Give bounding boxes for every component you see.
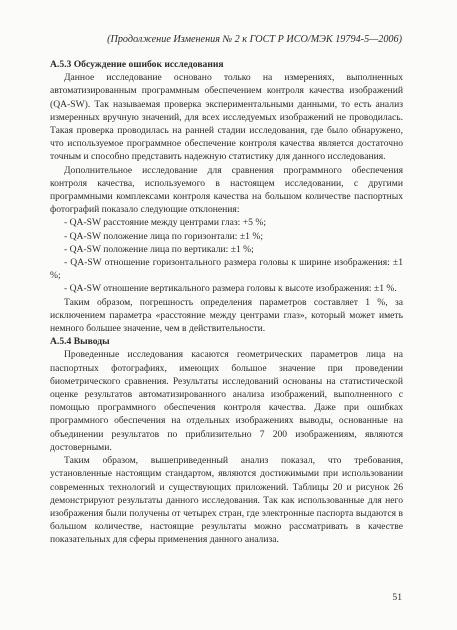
page-content: [50, 58, 403, 547]
deviation-list: [50, 216, 403, 295]
paragraph: Проведенные исследования касаются геометрических параметров лица на паспортных фотографиях, имеющих большое значение при проведении биометрического сравнения. Результаты исследований основаны на статистической оценке результатов автоматизированного анализа изображений, выполненного с помощью программного обеспечения контроля качества. Даже при ошибках программного обеспечения на отдельных изображениях выводы, основанные на объединении результатов по приблизительно 7 200 изображениям, являются достоверными.: [50, 349, 403, 453]
list-item: - QA-SW отношение вертикального размера головы к высоте изображения: ±1 %.: [64, 283, 397, 295]
page-number: 51: [392, 592, 402, 603]
list-item: - QA-SW расстояние между центрами глаз: +5 %;: [64, 217, 266, 229]
section-heading-a54: А.5.4 Выводы: [50, 336, 110, 348]
list-item: - QA-SW отношение горизонтального размера головы к ширине изображения: ±1 %;: [50, 257, 403, 282]
section-heading-a53: А.5.3 Обсуждение ошибок исследования: [50, 59, 224, 70]
paragraph: Дополнительное исследование для сравнения программного обеспечения контроля качества, используемого в настоящем исследовании, с другими программными комплексами контроля качества на большом количестве паспортных фотографий показало следующие отклонения:: [50, 164, 403, 216]
paragraph: Таким образом, вышеприведенный анализ показал, что требования, установленные настоящим стандартом, являются достижимыми при использовании современных технологий и существующих приложений. Таблицы 20 и рисунок 26 демонстрируют результаты данного исследования. Так как использованные для него изображения были получены от четырех стран, где электронные паспорта выдаются в большом количестве, настоящие результаты можно рассматривать в качестве показательных для сферы применения данного анализа.: [50, 455, 403, 546]
list-item: - QA-SW положение лица по вертикали: ±1 %;: [64, 243, 254, 255]
running-header: (Продолжение Изменения № 2 к ГОСТ Р ИСО/МЭК 19794-5—2006): [107, 34, 402, 45]
paragraph: Таким образом, погрешность определения параметров составляет 1 %, за исключением параметра «расстояние между центрами глаз», который может иметь немного большее значение, чем в действительности.: [50, 296, 403, 335]
list-item: - QA-SW положение лица по горизонтали: ±1 %;: [64, 230, 263, 242]
paragraph: Данное исследование основано только на измерениях, выполненных автоматизированным программным обеспечением контроля качества изображений (QA-SW). Так называемая проверка экспериментальными данными, то есть анализ измеренных вручную значений, для всех исследуемых изображений не проводилась. Такая проверка проводилась на ранней стадии исследования, где было обнаружено, что используемое программное обеспечение контроля качества является достаточно точным и способно представить надежную статистику для данного исследования.: [50, 72, 403, 163]
